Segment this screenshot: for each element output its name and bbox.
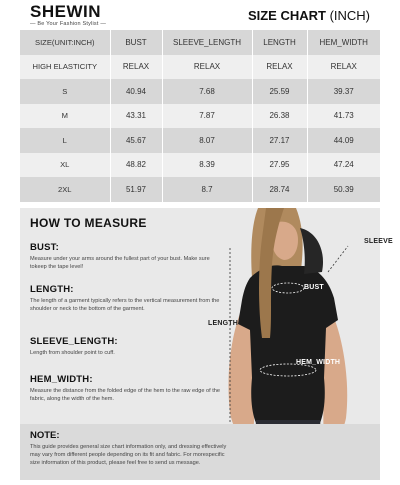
size-label-cell: XL (20, 153, 110, 178)
table-row (20, 153, 380, 178)
table-cell: 27.95 (252, 153, 307, 178)
table-cell: RELAX (307, 55, 380, 80)
size-table (20, 30, 380, 202)
sleeve-guide-line (328, 246, 348, 272)
measure-item-title: BUST: (30, 242, 59, 253)
header-cell: SLEEVE_LENGTH (162, 30, 252, 55)
table-cell: RELAX (110, 55, 162, 80)
measure-item-length (30, 284, 220, 313)
measure-item-title: LENGTH: (30, 284, 74, 295)
measure-item-hem-width (30, 374, 220, 403)
diagram-label-bust: BUST (304, 284, 324, 291)
measure-item-desc: Length from shoulder point to cuff. (30, 350, 115, 356)
header-cell: BUST (110, 30, 162, 55)
measure-item-title: SLEEVE_LENGTH: (30, 336, 118, 347)
table-cell: 40.94 (110, 79, 162, 104)
header-cell: SIZE(UNIT:INCH) (20, 30, 110, 55)
table-cell: 8.7 (162, 177, 252, 202)
table-cell: 44.09 (307, 128, 380, 153)
table-cell: 45.67 (110, 128, 162, 153)
brand-tagline: — Be Your Fashion Stylist — (30, 21, 107, 27)
measure-item-desc: Measure the distance from the folded edge of the hem to the raw edge of the fabric, along the width of the hem. (30, 388, 220, 402)
measure-item-title: HEM_WIDTH: (30, 374, 93, 385)
table-cell: 8.39 (162, 153, 252, 178)
table-cell: 41.73 (307, 104, 380, 129)
header (0, 0, 400, 30)
table-cell: 8.07 (162, 128, 252, 153)
size-chart-title-unit: (INCH) (329, 8, 370, 23)
table-cell: 39.37 (307, 79, 380, 104)
measure-item-bust (30, 242, 220, 271)
measure-item-sleeve-length (30, 336, 220, 358)
table-cell: 51.97 (110, 177, 162, 202)
table-cell: 47.24 (307, 153, 380, 178)
how-to-measure-title: HOW TO MEASURE (30, 216, 147, 230)
table-row (20, 104, 380, 129)
header-cell: HEM_WIDTH (307, 30, 380, 55)
diagram-label-sleeve: SLEEVE (364, 238, 393, 245)
size-table-body (20, 30, 380, 202)
size-label-cell: L (20, 128, 110, 153)
size-label-cell: M (20, 104, 110, 129)
size-chart-title-main: SIZE CHART (247, 8, 326, 23)
measure-item-desc: Measure under your arms around the fullest part of your bust. Make sure tokeep the tape level! (30, 256, 210, 270)
header-cell: LENGTH (252, 30, 307, 55)
brand-logo (30, 2, 106, 27)
table-cell: 43.31 (110, 104, 162, 129)
table-cell: RELAX (162, 55, 252, 80)
table-cell: RELAX (252, 55, 307, 80)
how-to-measure-panel (20, 208, 393, 480)
table-cell: 28.74 (252, 177, 307, 202)
diagram-label-length: LENGTH (208, 320, 238, 327)
note-desc: This guide provides general size chart information only, and dressing effectively may vary from different people depending on its fit and fabric. For morespecific size information of this product, please feel free to send us message. (30, 444, 227, 466)
size-label-cell: 2XL (20, 177, 110, 202)
size-label-cell: HIGH ELASTICITY (20, 55, 110, 80)
note-title: NOTE: (30, 430, 60, 441)
note-box (20, 424, 380, 480)
diagram-label-hem-width: HEM_WIDTH (296, 359, 341, 366)
table-cell: 7.68 (162, 79, 252, 104)
size-chart-title (248, 8, 370, 23)
table-row (20, 79, 380, 104)
size-label-cell: S (20, 79, 110, 104)
table-cell: 50.39 (307, 177, 380, 202)
table-row (20, 128, 380, 153)
table-cell: 26.38 (252, 104, 307, 129)
table-row (20, 55, 380, 80)
brand-name: SHEWIN (30, 2, 101, 21)
measure-item-desc: The length of a garment typically refers to the vertical measurement from the shoulder or neck to the bottom of the garment. (30, 298, 220, 312)
table-cell: 27.17 (252, 128, 307, 153)
table-cell: 7.87 (162, 104, 252, 129)
table-cell: 25.59 (252, 79, 307, 104)
table-row (20, 177, 380, 202)
table-header-row (20, 30, 380, 55)
table-cell: 48.82 (110, 153, 162, 178)
